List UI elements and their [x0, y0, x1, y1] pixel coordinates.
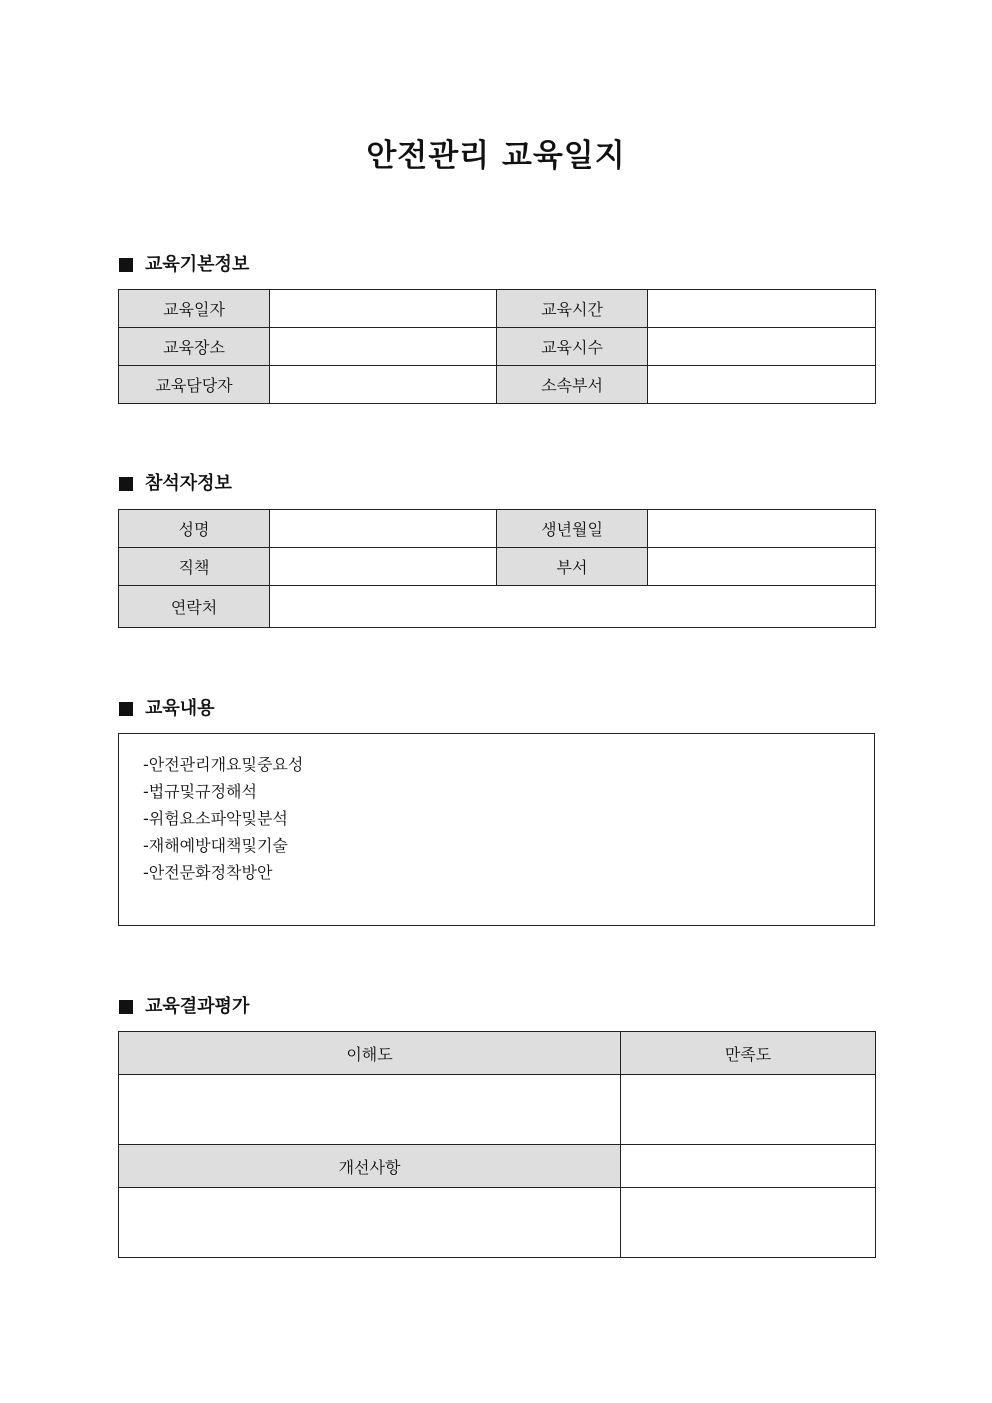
section-heading-label: 교육기본정보 [145, 254, 250, 275]
birthdate-field[interactable] [648, 510, 876, 548]
education-place-field[interactable] [270, 328, 497, 366]
section-heading-content [119, 696, 215, 722]
education-date-field[interactable] [270, 290, 497, 328]
list-item: -위험요소파악및분석 [143, 809, 288, 828]
basic-info-table [118, 289, 876, 404]
contact-field[interactable] [270, 586, 876, 628]
section-heading-label: 참석자정보 [145, 473, 232, 494]
label-education-place: 교육장소 [119, 328, 270, 366]
label-education-hours: 교육시수 [497, 328, 648, 366]
understanding-field[interactable] [119, 1075, 621, 1145]
table-row [119, 290, 876, 328]
list-item: -재해예방대책및기술 [143, 836, 288, 855]
label-contact: 연락처 [119, 586, 270, 628]
table-row [119, 548, 876, 586]
table-row [119, 1032, 876, 1075]
label-position: 직책 [119, 548, 270, 586]
section-heading-label: 교육내용 [145, 698, 215, 719]
position-field[interactable] [270, 548, 497, 586]
label-birthdate: 생년월일 [497, 510, 648, 548]
education-manager-field[interactable] [270, 366, 497, 404]
section-heading-evaluation [119, 994, 249, 1020]
evaluation-table [118, 1031, 876, 1258]
section-heading-label: 교육결과평가 [145, 996, 250, 1017]
square-bullet-icon [119, 477, 133, 491]
table-row [119, 510, 876, 548]
education-content-box [118, 733, 875, 926]
section-heading-basic-info [119, 252, 249, 278]
extra-field[interactable] [621, 1145, 876, 1188]
label-understanding: 이해도 [119, 1032, 621, 1075]
table-row [119, 1188, 876, 1258]
square-bullet-icon [119, 258, 133, 272]
list-item: -안전관리개요및중요성 [143, 755, 304, 774]
label-education-time: 교육시간 [497, 290, 648, 328]
label-name: 성명 [119, 510, 270, 548]
table-row [119, 366, 876, 404]
table-row [119, 1145, 876, 1188]
satisfaction-field[interactable] [621, 1075, 876, 1145]
education-hours-field[interactable] [648, 328, 876, 366]
section-heading-attendee-info [119, 471, 232, 497]
label-education-manager: 교육담당자 [119, 366, 270, 404]
name-field[interactable] [270, 510, 497, 548]
education-content-list [119, 734, 874, 886]
list-item: -안전문화정착방안 [143, 863, 273, 882]
square-bullet-icon [119, 1000, 133, 1014]
department-field[interactable] [648, 366, 876, 404]
extra-field-2[interactable] [621, 1188, 876, 1258]
label-satisfaction: 만족도 [621, 1032, 876, 1075]
label-improvement: 개선사항 [119, 1145, 621, 1188]
table-row [119, 1075, 876, 1145]
table-row [119, 328, 876, 366]
improvement-field[interactable] [119, 1188, 621, 1258]
square-bullet-icon [119, 702, 133, 716]
table-row [119, 586, 876, 628]
attendee-department-field[interactable] [648, 548, 876, 586]
label-education-date: 교육일자 [119, 290, 270, 328]
label-department: 소속부서 [497, 366, 648, 404]
page-title: 안전관리 교육일지 [366, 138, 626, 174]
attendee-info-table [118, 509, 876, 628]
education-time-field[interactable] [648, 290, 876, 328]
label-attendee-department: 부서 [497, 548, 648, 586]
list-item: -법규및규정해석 [143, 782, 257, 801]
